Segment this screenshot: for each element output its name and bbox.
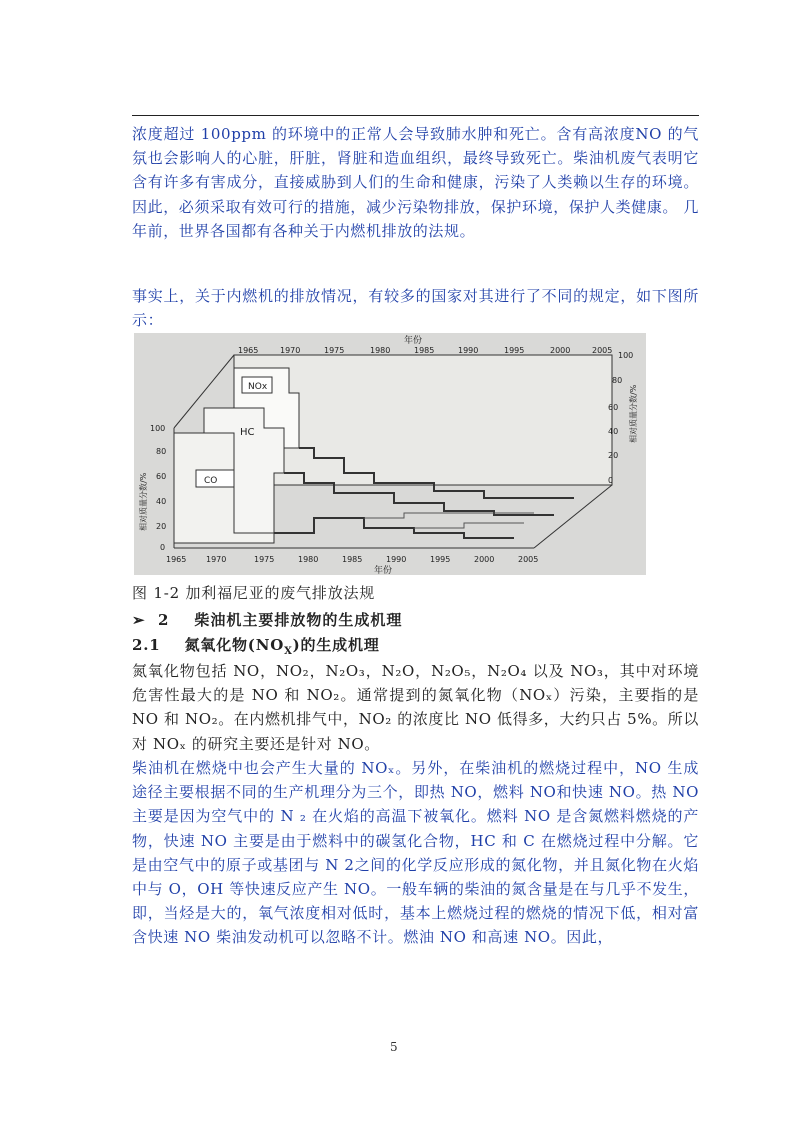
top-year-tick: 2000 [550,346,571,355]
bottom-year-tick: 1970 [206,555,227,564]
right-axis-tick: 100 [618,351,634,360]
right-axis-label: 相对质量分数/% [629,384,638,443]
top-year-tick: 1985 [414,346,435,355]
top-year-tick: 1995 [504,346,525,355]
bullet-arrow-icon: ➢ [132,611,146,629]
hc-series-label: HC [240,427,255,438]
figure-caption: 图 1-2 加利福尼亚的废气排放法规 [132,584,376,602]
subsection-title-prefix: 氮氧化物(NO [184,636,285,654]
left-axis-tick: 60 [156,472,167,481]
bottom-axis-title: 年份 [374,566,393,575]
right-axis-tick: 40 [608,427,619,436]
subsection-title-sub: X [284,646,293,657]
bottom-year-tick: 2000 [474,555,495,564]
page-number: 5 [390,1040,398,1054]
top-year-tick: 1980 [370,346,391,355]
left-axis-tick: 20 [156,522,167,531]
paragraph-regulations-intro: 事实上，关于内燃机的排放情况，有较多的国家对其进行了不同的规定，如下图所示： [132,287,699,330]
right-axis-tick: 20 [608,451,619,460]
top-year-tick: 1975 [324,346,345,355]
left-axis-tick: 100 [150,424,166,433]
bottom-year-tick: 2005 [518,555,539,564]
section-number: 2 [158,611,170,629]
header-rule [132,115,699,116]
paragraph-nox-composition: 氮氧化物包括 NO，NO₂，N₂O₃，N₂O，N₂O₅，N₂O₄ 以及 NO₃，其中对环境危害性最大的是 NO 和 NO₂。通常提到的氮氧化物（NOₓ）污染，主要指的是 NO 和 NO₂。在内燃机排气中，NO₂ 的浓度比 NO 低得多，大约只占 5%。所以对 NOₓ 的研究主要还是针对 NO。 [132,662,699,753]
bottom-year-tick: 1975 [254,555,275,564]
top-year-tick: 1970 [280,346,301,355]
subsection-number: 2.1 [132,636,161,654]
right-axis-tick: 0 [608,476,614,485]
paragraph-health-effects: 浓度超过 100ppm 的环境中的正常人会导致肺水肿和死亡。含有高浓度NO 的气氛也会影响人的心脏，肝脏，肾脏和造血组织，最终导致死亡。柴油机废气表明它含有许多有害成分，直接威胁到人们的生命和健康，污染了人类赖以生存的环境。 因此，必须采取有效可行的措施，减少污染物排放，保护环境，保护人类健康。 几年前，世界各国都有各种关于内燃机排放的法规。 [132,125,699,240]
section-heading-2 [132,609,402,630]
left-axis-tick: 0 [160,543,166,552]
bottom-year-tick: 1995 [430,555,451,564]
emission-chart-svg [134,333,646,575]
top-year-tick: 2005 [592,346,613,355]
top-year-tick: 1990 [458,346,479,355]
co-series-label: CO [204,476,218,486]
top-axis-title: 年份 [404,336,423,346]
right-axis-tick: 60 [608,403,619,412]
left-axis-tick: 40 [156,497,167,506]
bottom-year-tick: 1985 [342,555,363,564]
subsection-title-suffix: )的生成机理 [292,636,380,654]
bottom-year-tick: 1990 [386,555,407,564]
left-axis-label: 相对质量分数/% [139,472,148,531]
nox-series-label: NOx [248,382,268,392]
section-heading-2-1 [132,634,380,657]
bottom-year-tick: 1965 [166,555,187,564]
bottom-year-tick: 1980 [298,555,319,564]
section-title: 柴油机主要排放物的生成机理 [194,611,403,629]
left-axis-tick: 80 [156,447,167,456]
paragraph-nox-formation: 柴油机在燃烧中也会产生大量的 NOₓ。另外，在柴油机的燃烧过程中，NO 生成途径主要根据不同的生产机理分为三个，即热 NO，燃料 NO和快速 NO。热 NO 主要是因为空气中的 N ₂ 在火焰的高温下被氧化。燃料 NO 是含氮燃料燃烧的产物，快速 NO 主要是由于燃料中的碳氢化合物，HC 和 C 在燃烧过程中分解。它是由空气中的原子或基团与 N 2之间的化学反应形成的氮化物，并且氮化物在火焰中与 O，OH 等快速反应产生 NO。一般车辆的柴油的氮含量是在与几乎不发生，即，当烃是大的，氧气浓度相对低时，基本上燃烧过程的燃烧的情况下低，相对富含快速 NO 柴油发动机可以忽略不计。燃油 NO 和高速 NO。因此， [132,759,699,947]
right-axis-tick: 80 [612,376,623,385]
california-emission-figure [134,333,646,575]
top-year-tick: 1965 [238,346,259,355]
